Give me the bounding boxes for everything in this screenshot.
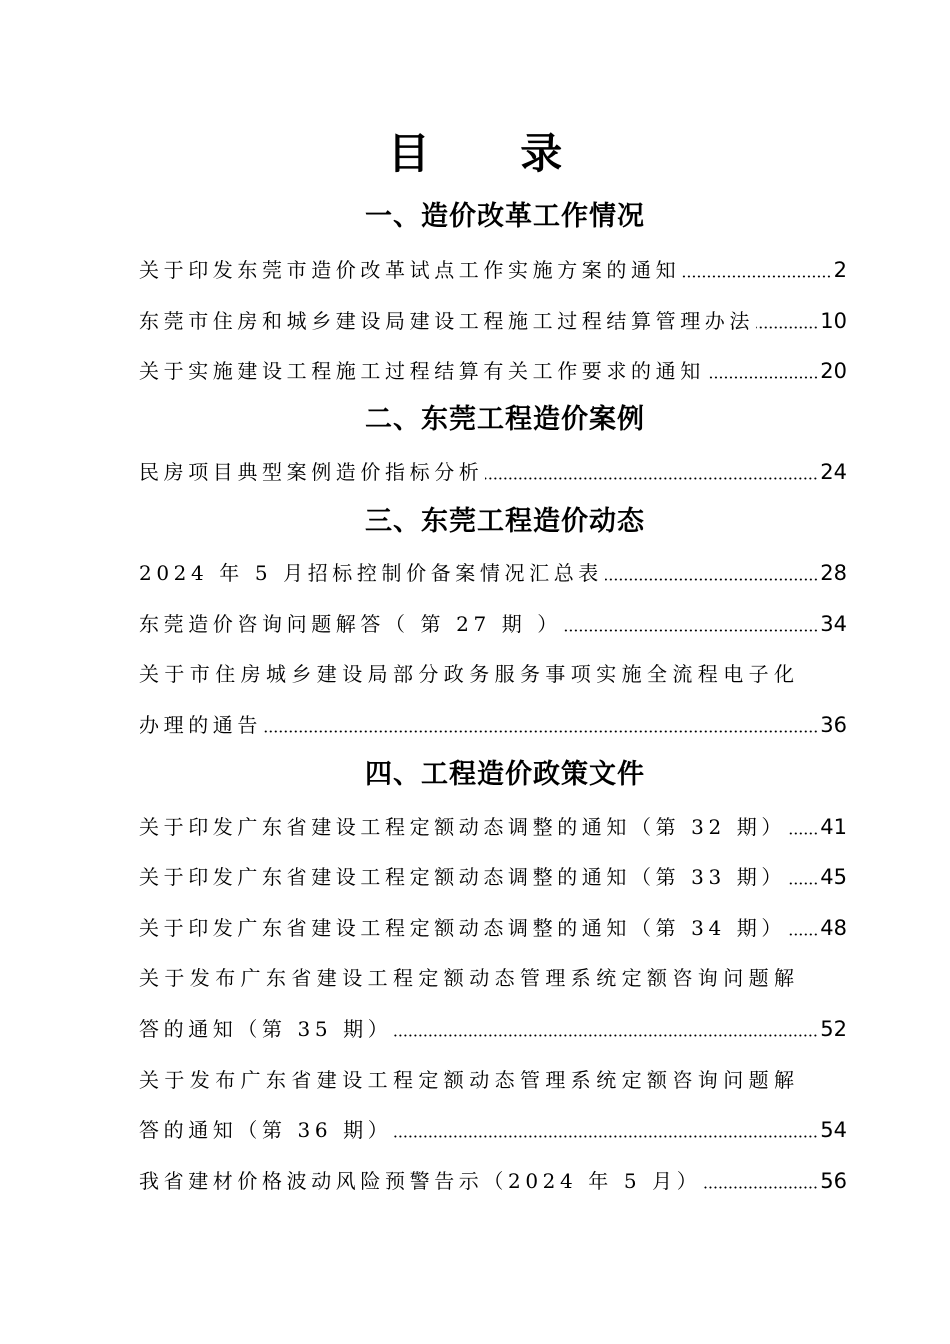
- dot-leader: [682, 275, 831, 278]
- toc-entry-page: 41: [820, 815, 847, 839]
- dot-leader: [788, 882, 818, 885]
- toc-entry-title-cont: 答的通知（第 35 期）: [139, 1017, 393, 1041]
- toc-entry[interactable]: [139, 911, 847, 943]
- toc-entry[interactable]: [139, 810, 847, 842]
- toc-entry-line1[interactable]: [139, 657, 847, 689]
- page-title: 目 录: [387, 129, 601, 178]
- toc-entry-page: 36: [820, 713, 847, 737]
- toc-entry-page: 10: [820, 309, 847, 333]
- toc-entry-title: 关于实施建设工程施工过程结算有关工作要求的通知: [139, 359, 705, 383]
- toc-entry-page: 24: [820, 460, 847, 484]
- dot-leader: [564, 629, 818, 632]
- toc-entry-title: 关于印发广东省建设工程定额动态调整的通知（第 32 期）: [139, 815, 786, 839]
- toc-entry[interactable]: [139, 253, 847, 285]
- toc-entry-title: 关于印发广东省建设工程定额动态调整的通知（第 34 期）: [139, 916, 786, 940]
- toc-entry-title: 我省建材价格波动风险预警告示（2024 年 5 月）: [139, 1169, 702, 1193]
- toc-entry-page: 56: [820, 1169, 847, 1193]
- toc-entry-title: 2024 年 5 月招标控制价备案情况汇总表: [139, 561, 603, 585]
- toc-entry[interactable]: [139, 860, 847, 892]
- dot-leader: [605, 578, 818, 581]
- toc-entry[interactable]: [139, 1164, 847, 1196]
- dot-leader: [485, 477, 818, 480]
- toc-entry-line1[interactable]: [139, 961, 847, 993]
- toc-entry[interactable]: [139, 556, 847, 588]
- toc-entry[interactable]: [139, 354, 847, 386]
- dot-leader: [264, 730, 818, 733]
- section-heading-3: 三、东莞工程造价动态: [365, 506, 645, 537]
- dot-leader: [707, 376, 818, 379]
- dot-leader: [703, 1186, 818, 1189]
- toc-entry-page: 34: [820, 612, 847, 636]
- dot-leader: [788, 832, 818, 835]
- toc-entry-page: 45: [820, 865, 847, 889]
- toc-entry-title-cont: 办理的通告: [139, 713, 262, 737]
- dot-leader: [394, 1034, 818, 1037]
- toc-entry-line2[interactable]: [139, 1012, 847, 1044]
- toc-entry-title: 关于市住房城乡建设局部分政务服务事项实施全流程电子化: [139, 662, 800, 686]
- section-heading-1: 一、造价改革工作情况: [365, 201, 645, 232]
- toc-entry-title: 民房项目典型案例造价指标分析: [139, 460, 484, 484]
- toc-entry[interactable]: [139, 455, 847, 487]
- toc-entry-title-cont: 答的通知（第 36 期）: [139, 1118, 393, 1142]
- toc-entry-page: 52: [820, 1017, 847, 1041]
- toc-entry-title: 关于发布广东省建设工程定额动态管理系统定额咨询问题解: [139, 1068, 800, 1092]
- toc-entry-title: 东莞市住房和城乡建设局建设工程施工过程结算管理办法: [139, 309, 754, 333]
- dot-leader: [394, 1135, 818, 1138]
- toc-entry-title: 关于发布广东省建设工程定额动态管理系统定额咨询问题解: [139, 966, 800, 990]
- toc-entry[interactable]: [139, 304, 847, 336]
- toc-entry-page: 28: [820, 561, 847, 585]
- toc-entry-page: 54: [820, 1118, 847, 1142]
- dot-leader: [756, 326, 818, 329]
- toc-entry-title: 东莞造价咨询问题解答（ 第 27 期 ）: [139, 612, 562, 636]
- toc-entry-line2[interactable]: [139, 708, 847, 740]
- toc-entry-line1[interactable]: [139, 1063, 847, 1095]
- toc-entry-title: 关于印发东莞市造价改革试点工作实施方案的通知: [139, 258, 681, 282]
- section-heading-2: 二、东莞工程造价案例: [365, 404, 645, 435]
- toc-entry-page: 48: [820, 916, 847, 940]
- toc-entry-title: 关于印发广东省建设工程定额动态调整的通知（第 33 期）: [139, 865, 786, 889]
- dot-leader: [788, 933, 818, 936]
- section-heading-4: 四、工程造价政策文件: [365, 759, 645, 790]
- toc-entry-page: 2: [833, 258, 847, 282]
- toc-entry[interactable]: [139, 607, 847, 639]
- toc-entry-page: 20: [820, 359, 847, 383]
- toc-entry-line2[interactable]: [139, 1113, 847, 1145]
